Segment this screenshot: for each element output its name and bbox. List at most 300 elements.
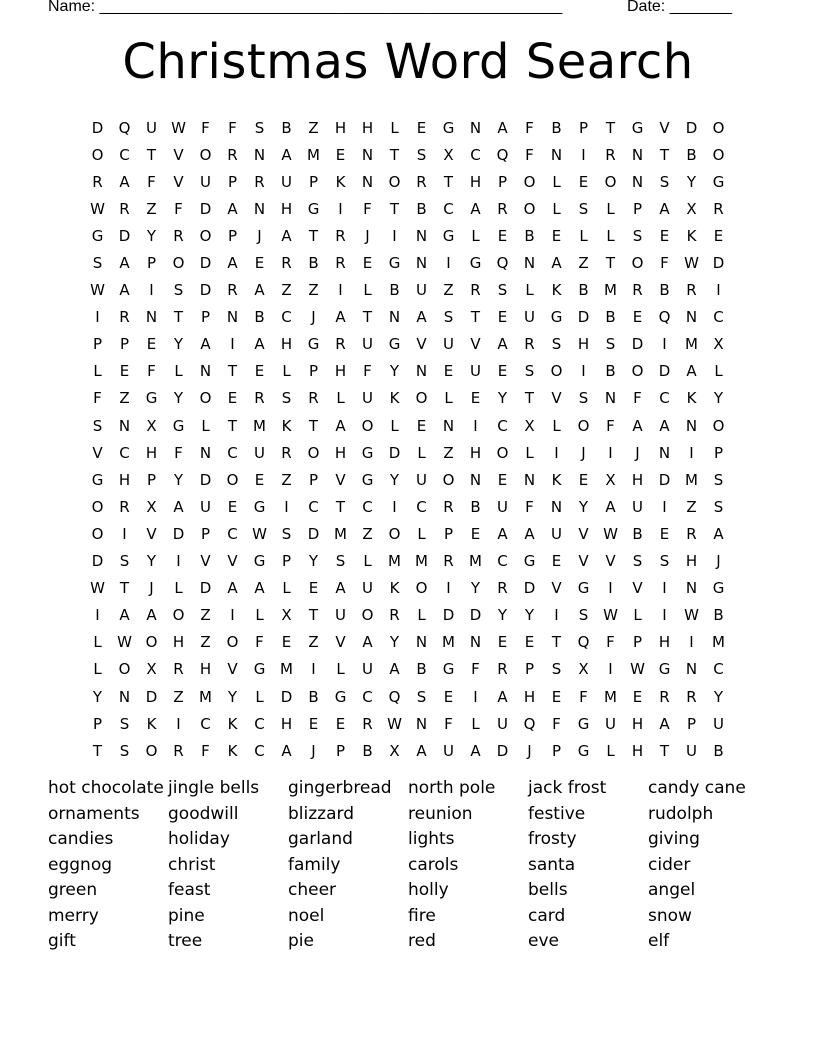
grid-letter[interactable]: U [686,741,697,760]
grid-letter[interactable]: M [685,335,698,354]
grid-letter[interactable]: W [603,606,618,625]
grid-letter[interactable]: X [605,470,616,489]
grid-letter[interactable]: S [335,552,346,571]
grid-letter[interactable]: P [146,254,157,273]
grid-letter[interactable]: Y [497,606,508,625]
grid-letter[interactable]: V [92,443,103,462]
grid-letter[interactable]: C [227,443,238,462]
grid-letter[interactable]: G [523,552,536,571]
grid-letter[interactable]: D [658,470,671,489]
grid-letter[interactable]: O [199,145,212,164]
grid-letter[interactable]: S [659,552,670,571]
grid-letter[interactable]: Y [524,606,535,625]
grid-letter[interactable]: R [443,497,454,516]
grid-letter[interactable]: E [416,416,427,435]
grid-letter[interactable]: O [199,226,212,245]
grid-letter[interactable]: U [497,714,508,733]
grid-letter[interactable]: V [578,552,589,571]
grid-letter[interactable]: N [226,308,239,327]
grid-letter[interactable]: T [659,145,670,164]
grid-letter[interactable]: R [443,552,454,571]
grid-letter[interactable]: A [605,497,616,516]
grid-letter[interactable]: P [308,172,319,191]
grid-letter[interactable]: L [93,660,102,679]
grid-letter[interactable]: Q [658,308,671,327]
grid-letter[interactable]: G [91,226,104,245]
grid-letter[interactable]: R [173,226,184,245]
grid-letter[interactable]: P [92,714,103,733]
grid-letter[interactable]: S [443,308,454,327]
grid-letter[interactable]: Y [389,470,400,489]
grid-letter[interactable]: P [578,118,589,137]
grid-letter[interactable]: U [416,281,427,300]
grid-letter[interactable]: U [362,579,373,598]
grid-letter[interactable]: A [632,416,643,435]
grid-letter[interactable]: E [470,389,481,408]
grid-letter[interactable]: K [686,389,697,408]
grid-letter[interactable]: A [335,308,346,327]
grid-letter[interactable]: L [201,416,210,435]
grid-letter[interactable]: S [173,281,184,300]
grid-letter[interactable]: T [227,362,238,381]
grid-letter[interactable]: E [362,254,373,273]
grid-letter[interactable]: F [525,145,534,164]
grid-letter[interactable]: N [145,308,158,327]
grid-letter[interactable]: G [388,335,401,354]
grid-letter[interactable]: A [524,524,535,543]
grid-letter[interactable]: U [632,497,643,516]
grid-letter[interactable]: D [145,687,158,706]
grid-letter[interactable]: U [443,741,454,760]
grid-letter[interactable]: S [551,660,562,679]
grid-letter[interactable]: S [281,524,292,543]
grid-letter[interactable]: G [577,579,590,598]
grid-letter[interactable]: S [632,226,643,245]
grid-letter[interactable]: J [635,443,640,462]
grid-letter[interactable]: R [497,199,508,218]
grid-letter[interactable]: O [91,497,104,516]
grid-letter[interactable]: P [632,633,643,652]
grid-letter[interactable]: Q [577,633,590,652]
grid-letter[interactable]: P [227,172,238,191]
grid-letter[interactable]: R [686,687,697,706]
grid-letter[interactable]: L [390,416,399,435]
grid-letter[interactable]: L [255,687,264,706]
grid-letter[interactable]: O [199,389,212,408]
grid-letter[interactable]: D [199,254,212,273]
grid-letter[interactable]: I [338,281,343,300]
grid-letter[interactable]: O [361,416,374,435]
grid-letter[interactable]: I [581,362,586,381]
grid-letter[interactable]: N [523,470,536,489]
grid-letter[interactable]: Z [119,389,130,408]
grid-letter[interactable]: A [227,579,238,598]
grid-letter[interactable]: N [550,497,563,516]
grid-letter[interactable]: S [713,497,724,516]
grid-letter[interactable]: Y [173,335,184,354]
grid-letter[interactable]: M [604,687,617,706]
grid-letter[interactable]: D [685,118,698,137]
grid-letter[interactable]: U [200,497,211,516]
grid-letter[interactable]: O [172,606,185,625]
grid-letter[interactable]: R [335,226,346,245]
date-field[interactable]: Date: _______ [627,0,732,15]
grid-letter[interactable]: R [227,145,238,164]
grid-letter[interactable]: P [686,714,697,733]
grid-letter[interactable]: I [446,579,451,598]
grid-letter[interactable]: N [685,660,698,679]
grid-letter[interactable]: N [199,443,212,462]
grid-letter[interactable]: K [389,579,400,598]
grid-letter[interactable]: D [631,335,644,354]
grid-letter[interactable]: L [417,606,426,625]
grid-letter[interactable]: J [581,443,586,462]
grid-letter[interactable]: A [335,579,346,598]
grid-letter[interactable]: L [606,741,615,760]
grid-letter[interactable]: B [308,254,319,273]
grid-letter[interactable]: P [632,199,643,218]
grid-letter[interactable]: E [443,362,454,381]
grid-letter[interactable]: B [416,199,427,218]
grid-letter[interactable]: E [497,362,508,381]
grid-letter[interactable]: K [551,470,562,489]
grid-letter[interactable]: I [662,497,667,516]
grid-letter[interactable]: L [525,281,534,300]
grid-letter[interactable]: E [578,172,589,191]
grid-letter[interactable]: Z [443,443,454,462]
grid-letter[interactable]: E [713,226,724,245]
grid-letter[interactable]: A [119,254,130,273]
grid-letter[interactable]: B [308,687,319,706]
grid-letter[interactable]: O [523,172,536,191]
grid-letter[interactable]: R [335,254,346,273]
grid-letter[interactable]: H [280,335,293,354]
grid-letter[interactable]: D [199,199,212,218]
grid-letter[interactable]: P [308,362,319,381]
grid-letter[interactable]: U [254,443,265,462]
grid-letter[interactable]: P [443,524,454,543]
grid-letter[interactable]: F [93,389,102,408]
grid-letter[interactable]: N [199,362,212,381]
grid-letter[interactable]: J [311,741,316,760]
grid-letter[interactable]: R [227,281,238,300]
grid-letter[interactable]: F [174,443,183,462]
grid-letter[interactable]: P [308,470,319,489]
grid-letter[interactable]: C [362,497,373,516]
grid-letter[interactable]: L [363,552,372,571]
grid-letter[interactable]: N [550,145,563,164]
grid-letter[interactable]: I [608,660,613,679]
grid-letter[interactable]: T [659,741,670,760]
name-field[interactable]: Name: ____________________________________________________ [48,0,563,15]
grid-letter[interactable]: U [362,660,373,679]
grid-letter[interactable]: G [442,226,455,245]
grid-letter[interactable]: S [92,254,103,273]
grid-letter[interactable]: A [119,281,130,300]
grid-letter[interactable]: A [659,199,670,218]
grid-letter[interactable]: T [443,172,454,191]
grid-letter[interactable]: O [388,524,401,543]
grid-letter[interactable]: V [335,470,346,489]
grid-letter[interactable]: A [551,254,562,273]
grid-letter[interactable]: B [632,524,643,543]
grid-letter[interactable]: F [201,118,210,137]
grid-letter[interactable]: E [254,254,265,273]
grid-letter[interactable]: O [712,145,725,164]
grid-letter[interactable]: B [524,226,535,245]
grid-letter[interactable]: O [604,172,617,191]
grid-letter[interactable]: E [308,579,319,598]
grid-letter[interactable]: I [230,335,235,354]
grid-letter[interactable]: C [254,714,265,733]
grid-letter[interactable]: P [200,308,211,327]
grid-letter[interactable]: M [604,281,617,300]
grid-letter[interactable]: S [578,389,589,408]
grid-letter[interactable]: L [525,443,534,462]
grid-letter[interactable]: G [361,470,374,489]
grid-letter[interactable]: L [633,606,642,625]
grid-letter[interactable]: H [172,633,185,652]
grid-letter[interactable]: V [551,579,562,598]
grid-letter[interactable]: G [307,335,320,354]
grid-letter[interactable]: E [497,226,508,245]
grid-letter[interactable]: F [633,389,642,408]
grid-letter[interactable]: Z [281,470,292,489]
grid-letter[interactable]: C [362,687,373,706]
grid-letter[interactable]: D [172,524,185,543]
grid-letter[interactable]: Q [496,145,509,164]
grid-letter[interactable]: L [336,389,345,408]
grid-letter[interactable]: I [392,226,397,245]
grid-letter[interactable]: O [145,633,158,652]
grid-letter[interactable]: G [334,687,347,706]
grid-letter[interactable]: G [172,416,185,435]
grid-letter[interactable]: C [443,199,454,218]
grid-letter[interactable]: R [524,335,535,354]
grid-letter[interactable]: H [334,118,347,137]
grid-letter[interactable]: U [335,606,346,625]
grid-letter[interactable]: N [631,145,644,164]
grid-letter[interactable]: X [281,606,292,625]
grid-letter[interactable]: I [176,714,181,733]
grid-letter[interactable]: I [608,443,613,462]
grid-letter[interactable]: C [713,660,724,679]
grid-letter[interactable]: E [470,524,481,543]
grid-letter[interactable]: E [551,552,562,571]
grid-letter[interactable]: T [389,199,400,218]
grid-letter[interactable]: F [363,362,372,381]
grid-letter[interactable]: Z [146,199,157,218]
grid-letter[interactable]: B [713,606,724,625]
grid-letter[interactable]: H [685,552,698,571]
grid-letter[interactable]: O [712,118,725,137]
grid-letter[interactable]: U [281,172,292,191]
grid-letter[interactable]: F [228,118,237,137]
grid-letter[interactable]: G [442,660,455,679]
grid-letter[interactable]: I [95,606,100,625]
grid-letter[interactable]: W [630,660,645,679]
grid-letter[interactable]: W [117,633,132,652]
grid-letter[interactable]: L [282,362,291,381]
grid-letter[interactable]: K [335,172,346,191]
grid-letter[interactable]: A [686,362,697,381]
grid-letter[interactable]: B [281,118,292,137]
grid-letter[interactable]: T [308,416,319,435]
grid-letter[interactable]: R [497,579,508,598]
grid-letter[interactable]: I [689,633,694,652]
grid-letter[interactable]: I [581,145,586,164]
grid-letter[interactable]: R [686,524,697,543]
grid-letter[interactable]: U [146,118,157,137]
grid-letter[interactable]: E [497,633,508,652]
grid-letter[interactable]: C [659,389,670,408]
grid-letter[interactable]: R [119,199,130,218]
grid-letter[interactable]: C [713,308,724,327]
grid-letter[interactable]: G [253,552,266,571]
grid-letter[interactable]: E [551,687,562,706]
grid-letter[interactable]: B [686,145,697,164]
grid-letter[interactable]: B [254,308,265,327]
grid-letter[interactable]: O [523,199,536,218]
grid-letter[interactable]: D [91,118,104,137]
grid-letter[interactable]: N [469,118,482,137]
grid-letter[interactable]: D [307,524,320,543]
grid-letter[interactable]: A [254,281,265,300]
grid-letter[interactable]: F [147,362,156,381]
grid-letter[interactable]: M [415,552,428,571]
grid-letter[interactable]: O [712,416,725,435]
grid-letter[interactable]: U [551,524,562,543]
grid-letter[interactable]: A [470,199,481,218]
grid-letter[interactable]: R [173,660,184,679]
grid-letter[interactable]: Y [92,687,103,706]
grid-letter[interactable]: A [254,579,265,598]
grid-letter[interactable]: P [335,741,346,760]
grid-letter[interactable]: O [577,416,590,435]
grid-letter[interactable]: U [605,714,616,733]
grid-letter[interactable]: Y [713,389,724,408]
grid-letter[interactable]: E [227,497,238,516]
grid-letter[interactable]: O [226,633,239,652]
grid-letter[interactable]: M [388,552,401,571]
grid-letter[interactable]: E [551,226,562,245]
grid-letter[interactable]: G [631,118,644,137]
grid-letter[interactable]: I [689,443,694,462]
grid-letter[interactable]: S [605,335,616,354]
grid-letter[interactable]: P [551,741,562,760]
grid-letter[interactable]: D [577,308,590,327]
grid-letter[interactable]: X [524,416,535,435]
grid-letter[interactable]: C [119,145,130,164]
grid-letter[interactable]: R [308,389,319,408]
grid-letter[interactable]: L [390,118,399,137]
grid-letter[interactable]: T [92,741,103,760]
grid-letter[interactable]: A [119,606,130,625]
grid-letter[interactable]: U [362,389,373,408]
grid-letter[interactable]: I [95,308,100,327]
grid-letter[interactable]: S [659,172,670,191]
grid-letter[interactable]: A [254,335,265,354]
grid-letter[interactable]: E [497,308,508,327]
grid-letter[interactable]: E [308,714,319,733]
grid-letter[interactable]: O [388,172,401,191]
grid-letter[interactable]: C [470,145,481,164]
grid-letter[interactable]: P [92,335,103,354]
grid-letter[interactable]: N [685,416,698,435]
grid-letter[interactable]: Y [713,687,724,706]
grid-letter[interactable]: X [578,660,589,679]
grid-letter[interactable]: G [469,254,482,273]
grid-letter[interactable]: E [119,362,130,381]
grid-letter[interactable]: L [282,579,291,598]
grid-letter[interactable]: L [174,362,183,381]
grid-letter[interactable]: E [524,633,535,652]
grid-letter[interactable]: R [659,687,670,706]
grid-letter[interactable]: O [631,254,644,273]
grid-letter[interactable]: R [686,281,697,300]
grid-letter[interactable]: G [253,497,266,516]
grid-letter[interactable]: B [659,281,670,300]
grid-letter[interactable]: M [253,416,266,435]
grid-letter[interactable]: X [146,660,157,679]
grid-letter[interactable]: C [227,524,238,543]
grid-letter[interactable]: Y [470,579,481,598]
grid-letter[interactable]: N [118,687,131,706]
grid-letter[interactable]: G [253,660,266,679]
grid-letter[interactable]: L [363,281,372,300]
grid-letter[interactable]: V [173,172,184,191]
grid-letter[interactable]: W [684,254,699,273]
grid-letter[interactable]: N [253,199,266,218]
grid-letter[interactable]: Q [496,254,509,273]
grid-letter[interactable]: O [631,362,644,381]
grid-letter[interactable]: G [388,254,401,273]
grid-letter[interactable]: S [524,362,535,381]
grid-letter[interactable]: E [578,470,589,489]
grid-letter[interactable]: K [686,226,697,245]
grid-letter[interactable]: H [469,172,482,191]
grid-letter[interactable]: L [552,172,561,191]
grid-letter[interactable]: J [716,552,721,571]
grid-letter[interactable]: N [604,389,617,408]
grid-letter[interactable]: Z [308,118,319,137]
grid-letter[interactable]: I [554,443,559,462]
grid-letter[interactable]: Y [173,470,184,489]
grid-letter[interactable]: L [93,362,102,381]
grid-letter[interactable]: X [146,497,157,516]
grid-letter[interactable]: N [415,633,428,652]
grid-letter[interactable]: E [146,335,157,354]
grid-letter[interactable]: B [389,281,400,300]
grid-letter[interactable]: U [497,497,508,516]
grid-letter[interactable]: A [281,226,292,245]
grid-letter[interactable]: L [93,633,102,652]
grid-letter[interactable]: X [443,145,454,164]
grid-letter[interactable]: Y [389,362,400,381]
grid-letter[interactable]: A [146,606,157,625]
grid-letter[interactable]: F [174,199,183,218]
grid-letter[interactable]: A [227,254,238,273]
grid-letter[interactable]: S [92,416,103,435]
grid-letter[interactable]: I [311,660,316,679]
grid-letter[interactable]: O [307,443,320,462]
grid-letter[interactable]: L [714,362,723,381]
grid-letter[interactable]: M [685,470,698,489]
grid-letter[interactable]: O [91,524,104,543]
grid-letter[interactable]: V [227,660,238,679]
grid-letter[interactable]: L [606,226,615,245]
grid-letter[interactable]: S [632,552,643,571]
